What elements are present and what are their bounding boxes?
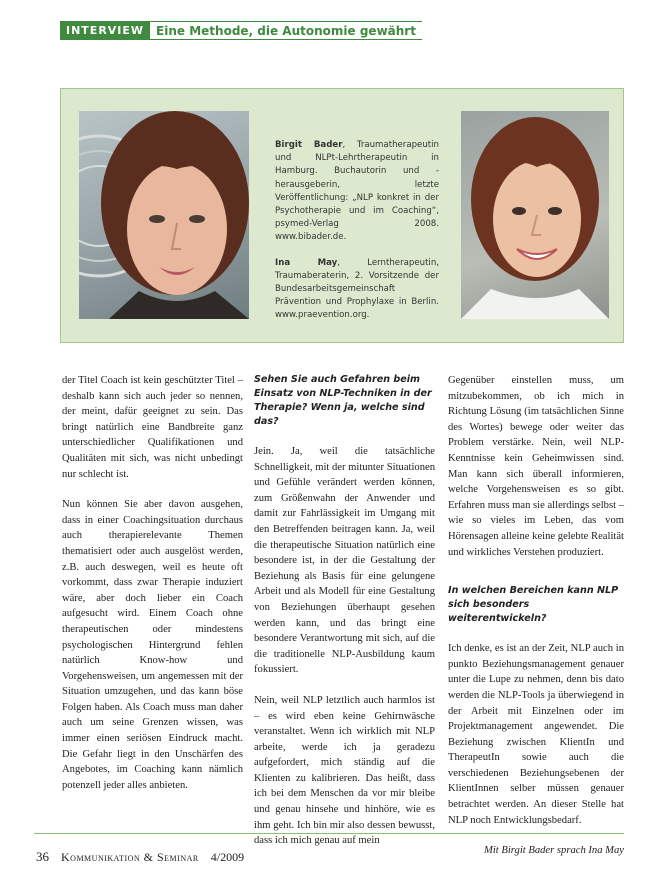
section-header	[60, 20, 422, 40]
question-development: In welchen Bereichen kann NLP sich besonders weiterentwickeln?	[448, 585, 619, 625]
page-footer	[36, 849, 244, 865]
interview-signature: Mit Birgit Bader sprach Ina May	[484, 845, 624, 857]
col3-paragraph-1: Gegenüber einstellen muss, um mitzubekommen, ob ich mich in Richtung Lösung (im tatsächlichen Sinne des Wortes) bewege oder weiter das Problem verstärke. Nein, weil NLP-Kenntnisse kein Geheimwissen sind. Man kann sich überall informieren, welche Vorgehensweisen es so gibt. Erfahren muss man sie allerdings selbst – wie so vieles im Leben, das vom Hörensagen alleine keine gelebte Realität und wirkliches Verstehen produziert.	[448, 375, 624, 558]
column-2	[254, 373, 435, 864]
bio-bader	[275, 139, 439, 245]
portrait-birgit-bader	[79, 111, 249, 319]
portrait-ina-may	[461, 111, 609, 319]
page-number: 36	[36, 849, 49, 864]
bio-may-text: , Lerntherapeutin, Traumaberaterin, 2. Vorsitzende der Bundesarbeitsgemeinschaft Prävention und Prophylaxe in Berlin. www.praevention.org.	[275, 257, 440, 321]
col2-paragraph-1: Jein. Ja, weil die tatsächliche Schnelligkeit, mit der mitunter Situationen und Gefühle verändert werden können, zum Größenwahn der Anwender und damit zur Fahrlässigkeit im Umgang mit den Betreffenden beitragen kann. Ja, weil die therapeutische Situation natürlich eine besondere ist, in der die Gestaltung der Beziehung als Basis für eine gelungene Arbeit und als Modell für eine Gestaltung von Beziehungen überhaupt gesehen werden kann, und das bringt eine besondere Verantwortung mit sich, auf die die traditionelle NLP-Ausbildung kaum fokussiert.	[254, 446, 435, 676]
col1-paragraph-2: Nun können Sie aber davon ausgehen, dass in einer Coachingsituation durchaus auch therapierelevante Themen thematisiert oder auch ausgelöst werden, z.B. auch deswegen, weil es heute oft vorkommt, dass zwar Therapie induziert wäre, aber doch lieber ein Coach aufgesucht wird. Einem Coach ohne therapeutischen oder mindestens psychologischen Hintergrund fehlen natürlich Know-how und Vorgehensweisen, um angemessen mit der Situation umzugehen, und das kann böse Folgen haben. Als Coach muss man daher auch um seine Grenzen wissen, was immer einen seriösen Eindruck macht. Die Gefahr liegt in den Unschärfen des Angebotes, im Coaching kann nämlich potenzell jeder alles anbieten.	[62, 499, 243, 791]
col1-paragraph-1: der Titel Coach ist kein geschützter Titel – deshalb kann sich auch jeder so nennen, der meint, dafür geeignet zu sein. Das bringt natürlich eine Bandbreite ganz unterschiedlicher Qualifikationen und Qualitäten mit sich, was nicht unbedingt nur schlecht ist.	[62, 375, 243, 480]
article-title: Eine Methode, die Autonomie gewährt	[150, 21, 422, 40]
question-dangers: Sehen Sie auch Gefahren beim Einsatz von NLP-Techniken in der Therapie? Wenn ja, welche sind das?	[254, 374, 432, 427]
col3-paragraph-2: Ich denke, es ist an der Zeit, NLP auch in punkto Beziehungsmanagement genauer unter die Lupe zu nehmen, denn bis dato werden die NLP-Tools ja überwiegend in der Arbeit mit Einzelnen oder im Projektmanagement angewendet. Die Beziehung zwischen KlientIn und TherapeutIn sowie auch die verschiedenen Beziehungsebenen der KlientInnen selber müssen genauer betrachtet werden. An dieser Stelle hat NLP noch Entwicklungsbedarf.	[448, 643, 624, 826]
bio-bader-name: Birgit Bader	[275, 140, 343, 150]
bio-may	[275, 257, 439, 323]
photo-box	[60, 88, 624, 343]
magazine-name: Kommunikation & Seminar	[61, 850, 199, 864]
bio-bader-text: , Traumatherapeutin und NLPt-Lehrtherapeutin in Hamburg. Buchautorin und -herausgeberin, letzte Veröffentlichung: „NLP konkret in der Psychotherapie und im Coaching“, psymed-Verlag 2008. www.bibader.de.	[275, 140, 439, 243]
issue-number: 4/2009	[210, 850, 245, 864]
column-3	[448, 373, 624, 874]
section-tag: INTERVIEW	[60, 21, 150, 40]
column-1	[62, 373, 243, 808]
col2-paragraph-2: Nein, weil NLP letztlich auch harmlos ist – es wird eben keine Gehirnwäsche veranstaltet. Wenn ich wirklich mit NLP arbeite, werde ich ja geradezu aufgefordert, mich ständig auf die Klienten zu kalibrieren. Das heißt, dass ich bei dem Menschen da vor mir bleibe und genau hinsehe und hinhöre, wie es ihm geht. Ich bin mir also dessen bewusst, dass ich mich genau auf mein	[254, 694, 435, 847]
bio-may-name: Ina May	[275, 257, 338, 268]
bios	[275, 139, 439, 335]
footer-rule	[34, 833, 624, 834]
